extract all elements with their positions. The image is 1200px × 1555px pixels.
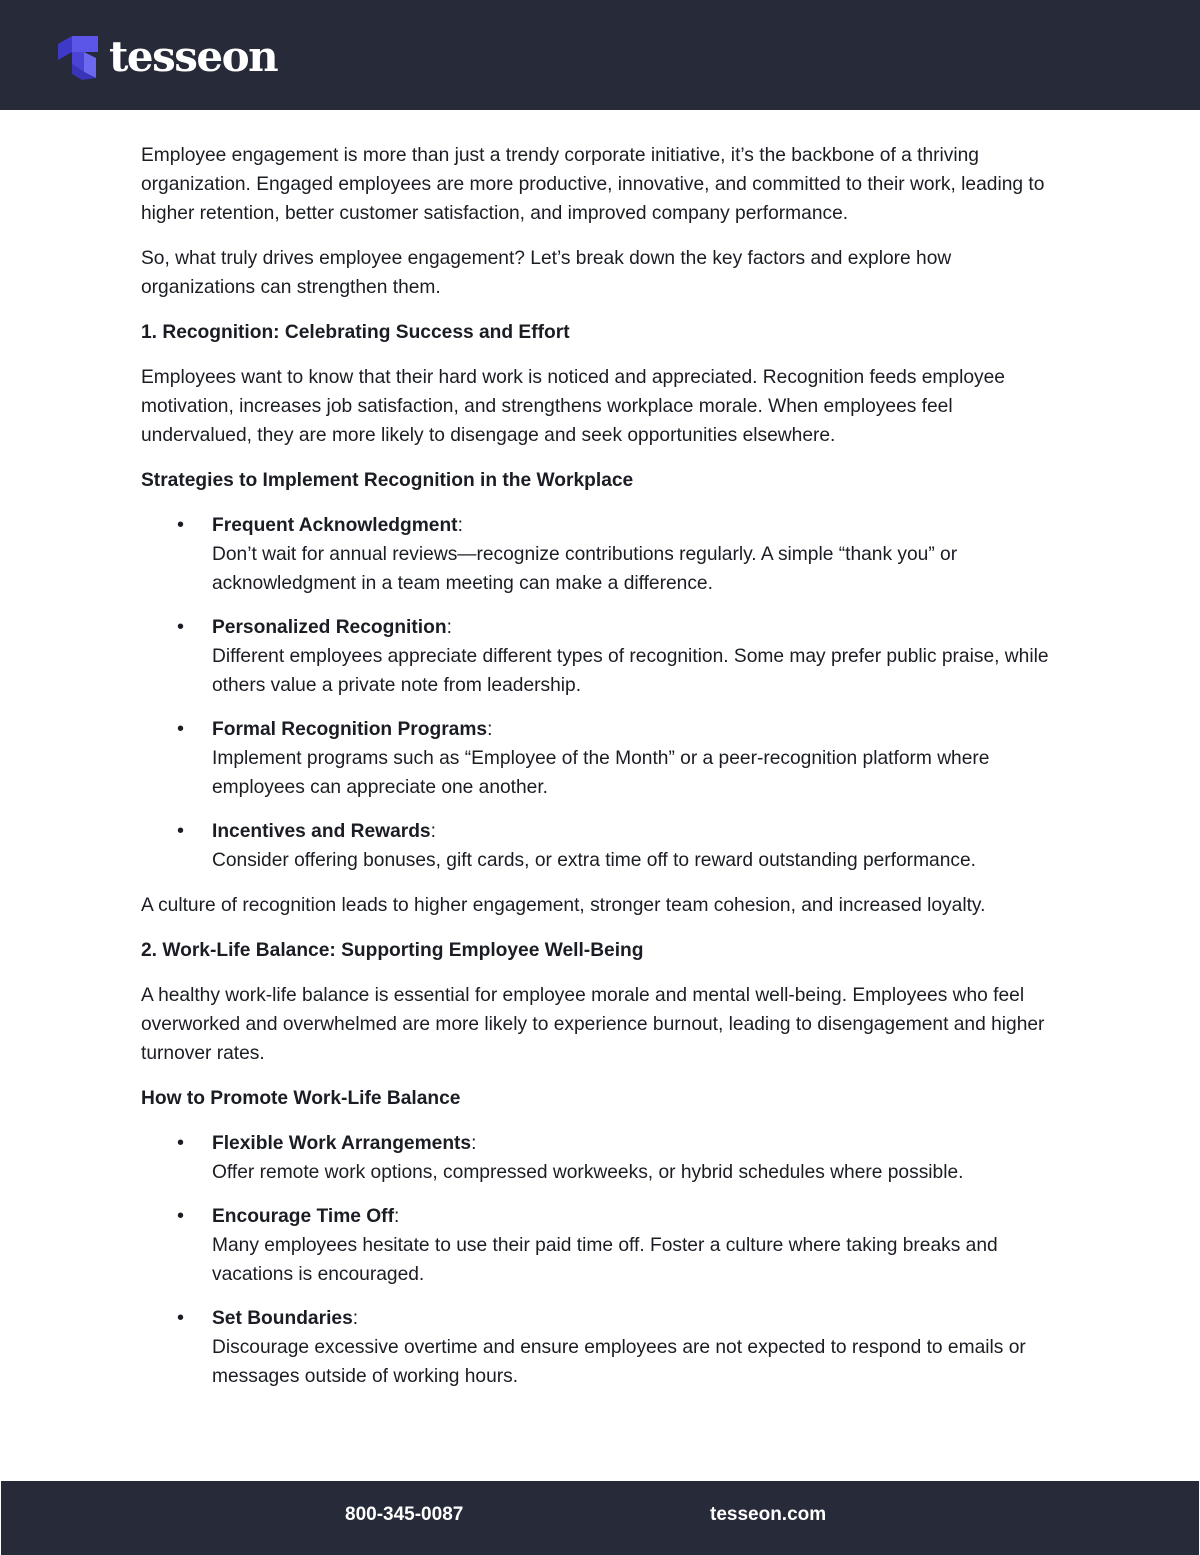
list-item-title: Set Boundaries — [212, 1308, 353, 1329]
list-item-colon: : — [352, 1308, 359, 1329]
list-item — [141, 1129, 1059, 1187]
bullet-icon: • — [177, 514, 185, 536]
list-item — [141, 613, 1059, 700]
list-item — [141, 511, 1059, 598]
list-item-description: Don’t wait for annual reviews—recognize contributions regularly. A simple “thank you” or acknowledgment in a team meeting can make a difference. — [212, 544, 958, 594]
list-item-description: Implement programs such as “Employee of the Month” or a peer-recognition platform where employees can appreciate one another. — [212, 748, 990, 798]
list-item-title: Personalized Recognition — [212, 617, 447, 638]
list-item-title: Formal Recognition Programs — [212, 719, 488, 740]
bullet-icon: • — [177, 1307, 185, 1329]
list-item-title: Incentives and Rewards — [212, 821, 431, 842]
bullet-icon: • — [177, 718, 185, 740]
list-item-description: Consider offering bonuses, gift cards, or extra time off to reward outstanding performance. — [212, 850, 976, 871]
list-item-colon: : — [393, 1206, 400, 1227]
intro-paragraph-1: Employee engagement is more than just a trendy corporate initiative, it’s the backbone of a thriving organization. Engaged employees are more productive, innovative, and committed to their work, leading to higher retention, better customer satisfaction, and improved company performance. — [141, 145, 1045, 224]
article-content — [141, 141, 1059, 1407]
section-closing-recognition: A culture of recognition leads to higher engagement, stronger team cohesion, and increased loyalty. — [141, 895, 986, 916]
footer-phone-link[interactable]: 800-345-0087 — [345, 1504, 464, 1525]
subheading-work-life-balance: How to Promote Work-Life Balance — [141, 1088, 461, 1109]
list-item-description: Many employees hesitate to use their paid time off. Foster a culture where taking breaks and vacations is encouraged. — [212, 1235, 998, 1285]
list-item-description: Discourage excessive overtime and ensure employees are not expected to respond to emails or messages outside of working hours. — [212, 1337, 1026, 1387]
bullet-icon: • — [177, 1205, 185, 1227]
recognition-strategies-list — [141, 511, 1059, 875]
section-body-recognition: Employees want to know that their hard work is noticed and appreciated. Recognition feeds employee motivation, increases job satisfaction, and strengthens workplace morale. When employees feel undervalued, they are more likely to disengage and seek opportunities elsewhere. — [141, 367, 1005, 446]
list-item — [141, 1304, 1059, 1391]
list-item — [141, 1202, 1059, 1289]
list-item-title: Encourage Time Off — [212, 1206, 394, 1227]
list-item-colon: : — [457, 515, 463, 536]
list-item-colon: : — [446, 617, 452, 638]
brand-name: tesseon — [109, 32, 278, 81]
page-footer — [1, 1481, 1199, 1555]
list-item-description: Different employees appreciate different types of recognition. Some may prefer public praise, while others value a private note from leadership. — [212, 646, 1049, 696]
section-body-work-life-balance: A healthy work-life balance is essential for employee morale and mental well-being. Employees who feel overworked and overwhelmed are more likely to experience burnout, leading to disengagement and higher turnover rates. — [141, 985, 1045, 1064]
bullet-icon: • — [177, 616, 185, 638]
list-item-colon: : — [471, 1133, 477, 1154]
list-item — [141, 817, 1059, 875]
section-heading-recognition: 1. Recognition: Celebrating Success and Effort — [141, 322, 570, 343]
bullet-icon: • — [177, 820, 185, 842]
bullet-icon: • — [177, 1132, 185, 1154]
section-heading-work-life-balance: 2. Work-Life Balance: Supporting Employee Well-Being — [141, 940, 644, 961]
list-item-title: Flexible Work Arrangements — [212, 1133, 472, 1154]
list-item-colon: : — [430, 821, 436, 842]
list-item-title: Frequent Acknowledgment — [212, 515, 458, 536]
subheading-recognition-strategies: Strategies to Implement Recognition in the Workplace — [141, 470, 634, 491]
list-item-description: Offer remote work options, compressed workweeks, or hybrid schedules where possible. — [212, 1162, 964, 1183]
tesseon-t-mark-icon — [58, 34, 100, 80]
page-header — [0, 0, 1200, 110]
brand-logo[interactable] — [58, 34, 277, 80]
footer-website-link[interactable]: tesseon.com — [710, 1504, 827, 1525]
intro-paragraph-2: So, what truly drives employee engagement? Let’s break down the key factors and explore how organizations can strengthen them. — [141, 248, 952, 298]
list-item — [141, 715, 1059, 802]
list-item-colon: : — [487, 719, 493, 740]
work-life-balance-list — [141, 1129, 1059, 1391]
